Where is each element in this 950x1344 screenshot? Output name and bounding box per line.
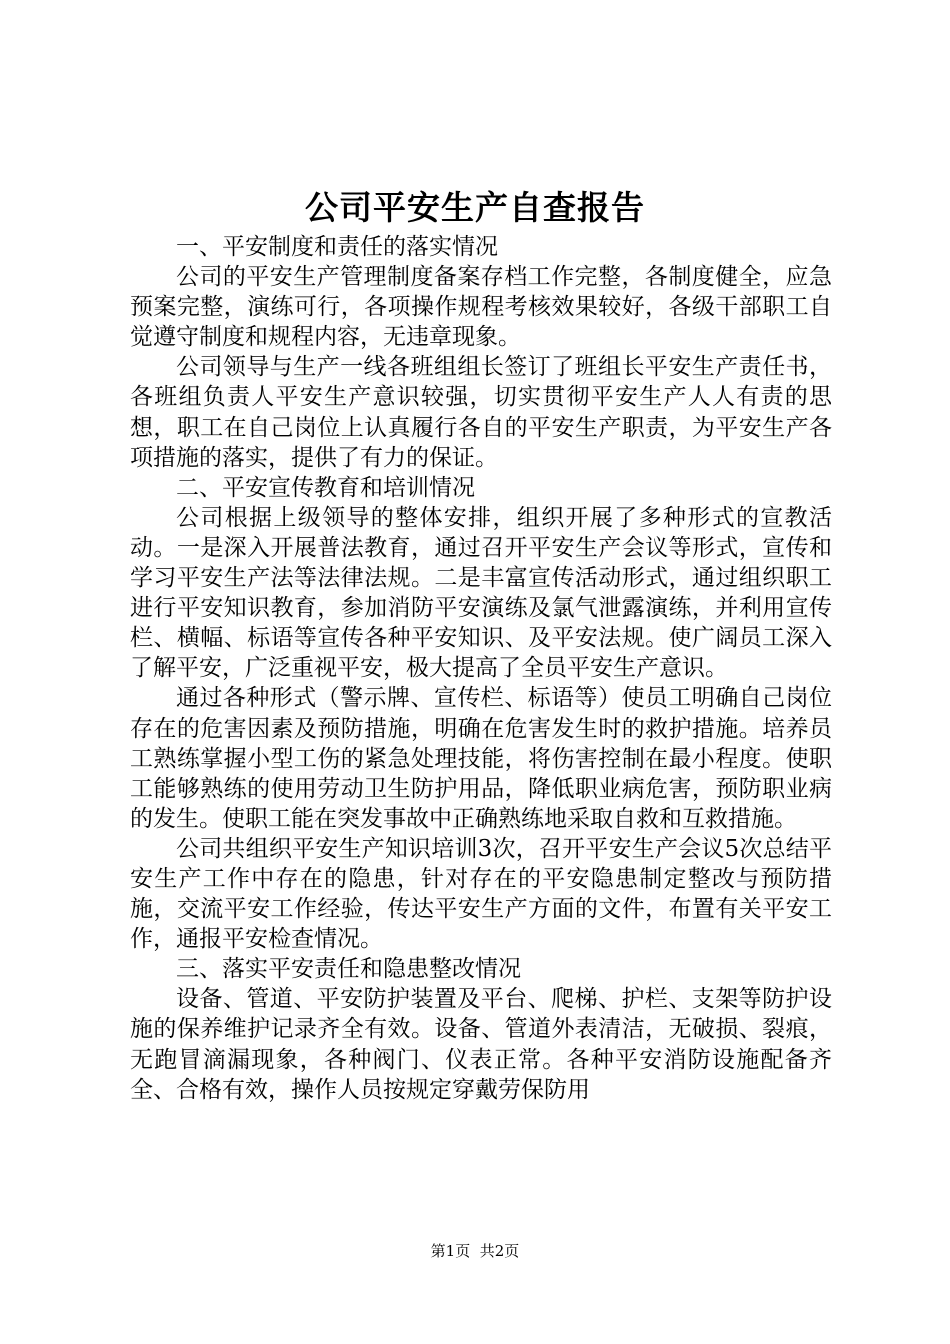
paragraph: 公司共组织平安生产知识培训3次，召开平安生产会议5次总结平安生产工作中存在的隐患，针对存在的平安隐患制定整改与预防措施，交流平安工作经验，传达平安生产方面的文件，布置有关平安工作，通报平安检查情况。 <box>130 835 832 953</box>
paragraph: 公司的平安生产管理制度备案存档工作完整，各制度健全，应急预案完整，演练可行，各项操作规程考核效果较好，各级干部职工自觉遵守制度和规程内容，无违章现象。 <box>130 264 832 351</box>
document-body <box>130 232 832 1105</box>
paragraph: 公司根据上级领导的整体安排，组织开展了多种形式的宣教活动。一是深入开展普法教育，通过召开平安生产会议等形式，宣传和学习平安生产法等法律法规。二是丰富宣传活动形式，通过组织职工进行平安知识教育，参加消防平安演练及氯气泄露演练，并利用宣传栏、横幅、标语等宣传各种平安知识、及平安法规。使广阔员工深入了解平安，广泛重视平安，极大提高了全员平安生产意识。 <box>130 504 832 682</box>
document-title: 公司平安生产自查报告 <box>305 188 645 227</box>
section-heading-2: 二、平安宣传教育和培训情况 <box>176 474 475 501</box>
page-footer <box>0 1241 950 1261</box>
page-number: 第1页 <box>430 1242 471 1260</box>
section-heading-1: 一、平安制度和责任的落实情况 <box>176 234 498 260</box>
paragraph: 通过各种形式（警示牌、宣传栏、标语等）使员工明确自己岗位存在的危害因素及预防措施，明确在危害发生时的救护措施。培养员工熟练掌握小型工伤的紧急处理技能，将伤害控制在最小程度。使职工能够熟练的使用劳动卫生防护用品，降低职业病危害，预防职业病的发生。使职工能在突发事故中正确熟练地采取自救和互救措施。 <box>130 685 832 832</box>
section-heading-3: 三、落实平安责任和隐患整改情况 <box>176 956 521 983</box>
paragraph: 公司领导与生产一线各班组组长签订了班组长平安生产责任书，各班组负责人平安生产意识较强，切实贯彻平安生产人人有责的思想，职工在自己岗位上认真履行各自的平安生产职责，为平安生产各项措施的落实，提供了有力的保证。 <box>130 354 832 471</box>
page-total: 共2页 <box>479 1242 520 1260</box>
paragraph: 设备、管道、平安防护装置及平台、爬梯、护栏、支架等防护设施的保养维护记录齐全有效。设备、管道外表清洁，无破损、裂痕，无跑冒滴漏现象，各种阀门、仪表正常。各种平安消防设施配备齐全、合格有效，操作人员按规定穿戴劳保防用 <box>130 986 832 1103</box>
footer-spacer <box>470 1242 480 1260</box>
